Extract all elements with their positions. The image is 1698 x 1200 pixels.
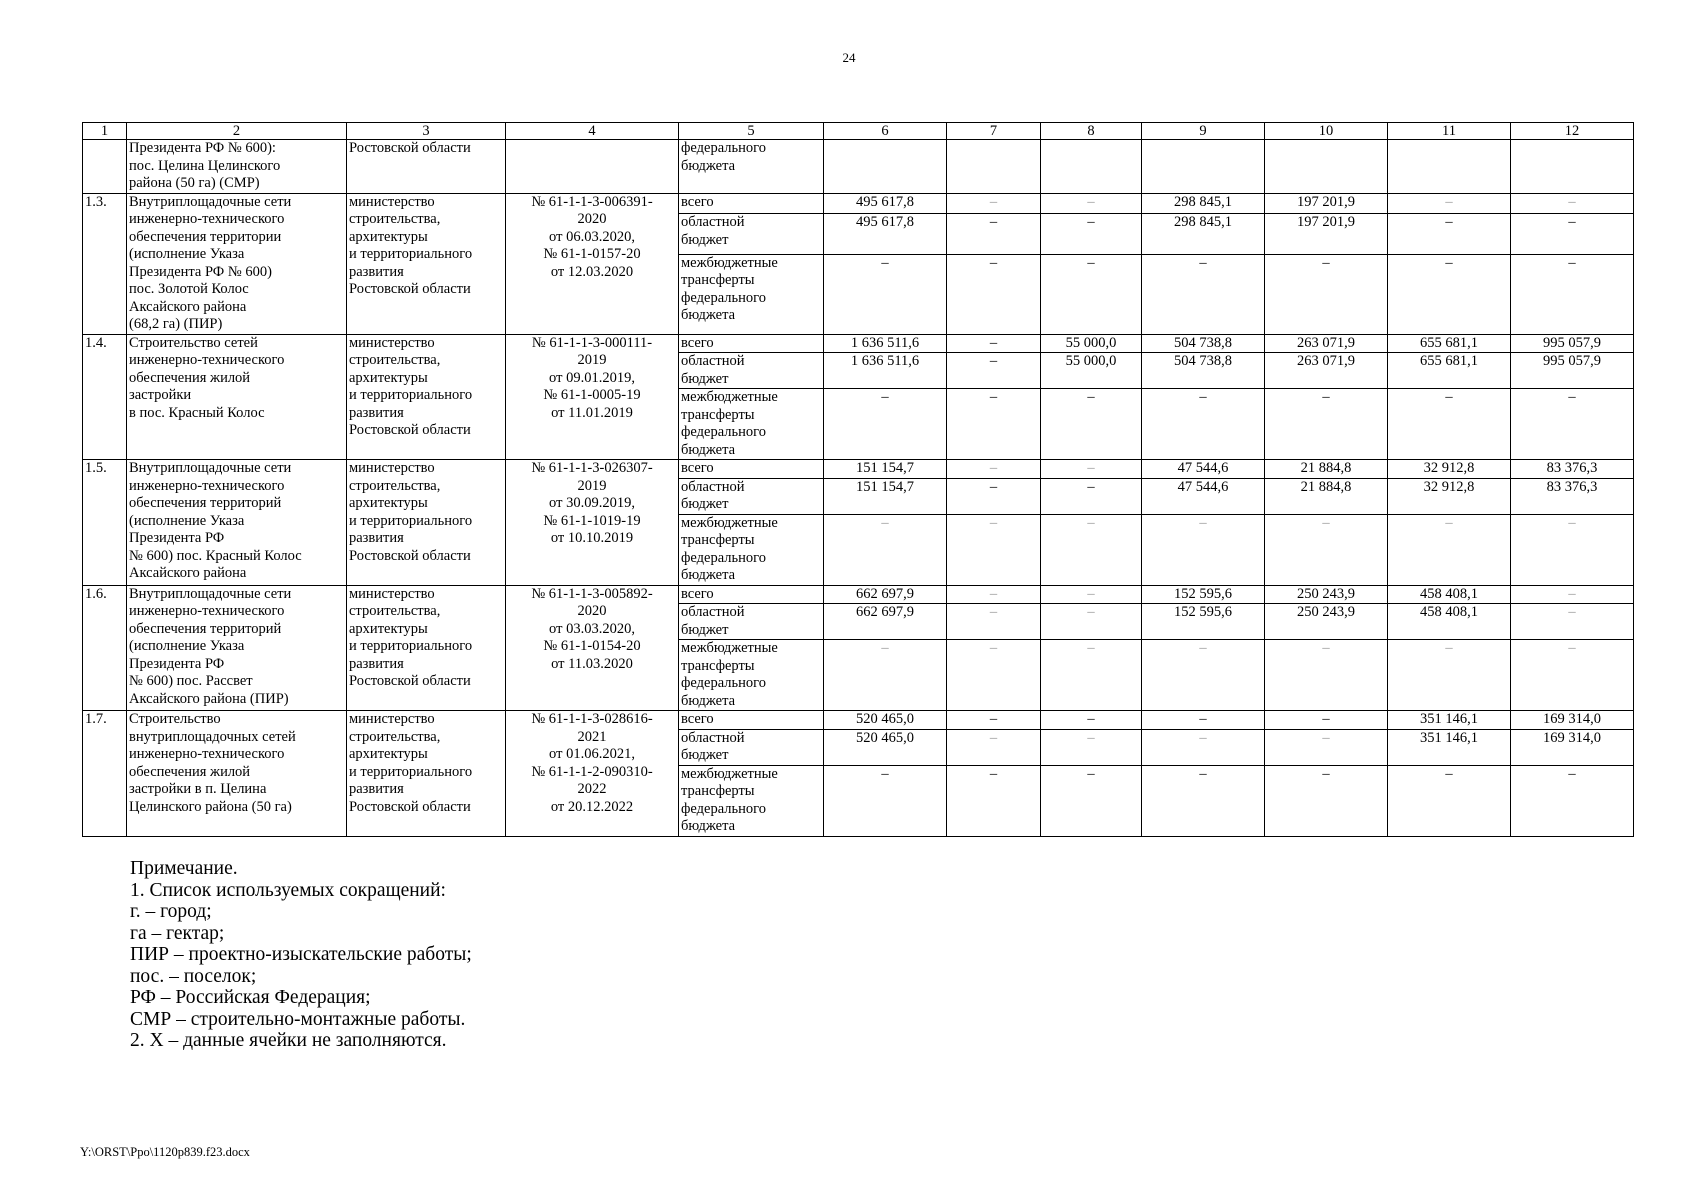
value-cell: 495 617,8 xyxy=(824,214,947,254)
value-cell: 520 465,0 xyxy=(824,729,947,765)
value-cell: – xyxy=(1041,765,1142,836)
value-cell: 32 912,8 xyxy=(1388,460,1511,479)
executor-cell: министерство строительства, архитектуры и территориального развития Ростовской области xyxy=(347,711,506,837)
value-cell: 47 544,6 xyxy=(1142,478,1265,514)
header-cell: 8 xyxy=(1041,123,1142,140)
value-cell: 152 595,6 xyxy=(1142,604,1265,640)
funding-source-cell: всего xyxy=(679,193,824,214)
value-cell: 504 738,8 xyxy=(1142,353,1265,389)
value-cell: – xyxy=(1142,254,1265,334)
executor-cell: министерство строительства, архитектуры и территориального развития Ростовской области xyxy=(347,585,506,711)
value-cell: – xyxy=(947,478,1041,514)
funding-source-cell: областной бюджет xyxy=(679,604,824,640)
header-cell: 5 xyxy=(679,123,824,140)
value-cell: 263 071,9 xyxy=(1265,353,1388,389)
funding-source-cell: областной бюджет xyxy=(679,353,824,389)
value-cell: 83 376,3 xyxy=(1511,460,1634,479)
item-number-cell: 1.4. xyxy=(83,334,127,460)
value-cell: – xyxy=(1265,254,1388,334)
value-cell: – xyxy=(947,514,1041,585)
value-cell: 655 681,1 xyxy=(1388,334,1511,353)
item-number-cell: 1.5. xyxy=(83,460,127,586)
object-name-cell: Строительство внутриплощадочных сетей инженерно-технического обеспечения жилой застройки в п. Целина Целинского района (50 га) xyxy=(127,711,347,837)
value-cell: – xyxy=(824,765,947,836)
notes-title: Примечание. xyxy=(130,858,238,879)
header-cell: 4 xyxy=(506,123,679,140)
value-cell: 351 146,1 xyxy=(1388,711,1511,730)
value-cell: 1 636 511,6 xyxy=(824,334,947,353)
funding-source-cell: областной бюджет xyxy=(679,729,824,765)
value-cell xyxy=(1388,140,1511,194)
value-cell: 55 000,0 xyxy=(1041,334,1142,353)
header-cell: 6 xyxy=(824,123,947,140)
value-cell: 47 544,6 xyxy=(1142,460,1265,479)
value-cell: – xyxy=(947,604,1041,640)
notes-line: пос. – поселок; xyxy=(130,965,257,987)
value-cell: – xyxy=(1041,604,1142,640)
header-cell: 10 xyxy=(1265,123,1388,140)
value-cell: – xyxy=(1388,640,1511,711)
value-cell: – xyxy=(1265,514,1388,585)
value-cell: – xyxy=(1511,514,1634,585)
value-cell: 298 845,1 xyxy=(1142,193,1265,214)
object-name-cell: Внутриплощадочные сети инженерно-технического обеспечения территорий (исполнение Указа Президента РФ № 600) пос. Красный Колос Аксайского района xyxy=(127,460,347,586)
notes-line: РФ – Российская Федерация; xyxy=(130,987,371,1008)
table-row xyxy=(83,460,1634,479)
document-cell xyxy=(506,140,679,194)
value-cell: 298 845,1 xyxy=(1142,214,1265,254)
funding-source-cell: всего xyxy=(679,334,824,353)
notes-line: 2. Х – данные ячейки не заполняются. xyxy=(130,1030,447,1051)
item-number-cell xyxy=(83,140,127,194)
value-cell: – xyxy=(824,640,947,711)
value-cell: 169 314,0 xyxy=(1511,729,1634,765)
header-cell: 12 xyxy=(1511,123,1634,140)
value-cell: – xyxy=(1511,214,1634,254)
value-cell: 21 884,8 xyxy=(1265,460,1388,479)
value-cell: 152 595,6 xyxy=(1142,585,1265,604)
value-cell: 995 057,9 xyxy=(1511,334,1634,353)
object-name-cell: Строительство сетей инженерно-технического обеспечения жилой застройки в пос. Красный Колос xyxy=(127,334,347,460)
value-cell: – xyxy=(1265,389,1388,460)
funding-source-cell: всего xyxy=(679,711,824,730)
value-cell: – xyxy=(1511,254,1634,334)
value-cell: – xyxy=(947,460,1041,479)
value-cell: 197 201,9 xyxy=(1265,193,1388,214)
value-cell xyxy=(947,140,1041,194)
value-cell: – xyxy=(1041,729,1142,765)
value-cell: – xyxy=(1142,729,1265,765)
item-number-cell: 1.6. xyxy=(83,585,127,711)
table-row xyxy=(83,711,1634,730)
value-cell: – xyxy=(947,254,1041,334)
notes-block xyxy=(130,858,472,1052)
value-cell: – xyxy=(1265,729,1388,765)
funding-source-cell: межбюджетные трансферты федерального бюджета xyxy=(679,765,824,836)
value-cell: – xyxy=(947,353,1041,389)
table-row xyxy=(83,334,1634,353)
value-cell: – xyxy=(1142,711,1265,730)
file-path-footer: Y:\ORST\Ppo\1120p839.f23.docx xyxy=(80,1145,250,1159)
value-cell: 21 884,8 xyxy=(1265,478,1388,514)
value-cell: – xyxy=(1388,514,1511,585)
executor-cell: министерство строительства, архитектуры и территориального развития Ростовской области xyxy=(347,460,506,586)
value-cell: 263 071,9 xyxy=(1265,334,1388,353)
value-cell: – xyxy=(1388,193,1511,214)
value-cell: – xyxy=(1142,640,1265,711)
funding-source-cell: межбюджетные трансферты федерального бюджета xyxy=(679,389,824,460)
item-number-cell: 1.3. xyxy=(83,193,127,334)
funding-source-cell: федерального бюджета xyxy=(679,140,824,194)
value-cell: 995 057,9 xyxy=(1511,353,1634,389)
value-cell: – xyxy=(1041,514,1142,585)
value-cell: 151 154,7 xyxy=(824,460,947,479)
value-cell: 495 617,8 xyxy=(824,193,947,214)
value-cell: – xyxy=(1041,640,1142,711)
value-cell xyxy=(1142,140,1265,194)
value-cell: – xyxy=(1388,389,1511,460)
value-cell: 32 912,8 xyxy=(1388,478,1511,514)
carryover-row xyxy=(83,140,1634,194)
value-cell: – xyxy=(1511,765,1634,836)
notes-line: г. – город; xyxy=(130,901,212,922)
header-cell: 1 xyxy=(83,123,127,140)
financing-table xyxy=(82,122,1634,837)
value-cell: – xyxy=(1041,460,1142,479)
value-cell: – xyxy=(824,514,947,585)
value-cell: 197 201,9 xyxy=(1265,214,1388,254)
executor-cell: министерство строительства, архитектуры и территориального развития Ростовской области xyxy=(347,334,506,460)
value-cell xyxy=(1511,140,1634,194)
value-cell: 504 738,8 xyxy=(1142,334,1265,353)
value-cell: – xyxy=(947,729,1041,765)
page-number: 24 xyxy=(842,50,856,65)
value-cell: 662 697,9 xyxy=(824,604,947,640)
executor-cell: министерство строительства, архитектуры и территориального развития Ростовской области xyxy=(347,193,506,334)
value-cell: – xyxy=(1511,585,1634,604)
value-cell: – xyxy=(1388,214,1511,254)
document-cell: № 61-1-1-3-028616- 2021 от 01.06.2021, № 61-1-1-2-090310- 2022 от 20.12.2022 xyxy=(506,711,679,837)
header-cell: 11 xyxy=(1388,123,1511,140)
value-cell: – xyxy=(1041,389,1142,460)
object-name-cell: Внутриплощадочные сети инженерно-технического обеспечения территории (исполнение Указа Президента РФ № 600) пос. Золотой Колос Аксайского района (68,2 га) (ПИР) xyxy=(127,193,347,334)
value-cell: – xyxy=(947,389,1041,460)
funding-source-cell: областной бюджет xyxy=(679,214,824,254)
value-cell: 655 681,1 xyxy=(1388,353,1511,389)
table-header-row xyxy=(83,123,1634,140)
value-cell: – xyxy=(947,334,1041,353)
value-cell: 250 243,9 xyxy=(1265,585,1388,604)
value-cell: – xyxy=(947,585,1041,604)
value-cell: – xyxy=(1511,389,1634,460)
value-cell: – xyxy=(1041,585,1142,604)
value-cell: – xyxy=(824,254,947,334)
value-cell: – xyxy=(1041,214,1142,254)
header-cell: 2 xyxy=(127,123,347,140)
funding-source-cell: межбюджетные трансферты федерального бюджета xyxy=(679,640,824,711)
value-cell: 151 154,7 xyxy=(824,478,947,514)
value-cell xyxy=(824,140,947,194)
document-cell: № 61-1-1-3-000111- 2019 от 09.01.2019, № 61-1-0005-19 от 11.01.2019 xyxy=(506,334,679,460)
object-name-cell: Президента РФ № 600): пос. Целина Целинского района (50 га) (СМР) xyxy=(127,140,347,194)
header-cell: 7 xyxy=(947,123,1041,140)
notes-line: СМР – строительно-монтажные работы. xyxy=(130,1008,466,1030)
value-cell: 351 146,1 xyxy=(1388,729,1511,765)
item-number-cell: 1.7. xyxy=(83,711,127,837)
value-cell: – xyxy=(947,711,1041,730)
value-cell: – xyxy=(1041,193,1142,214)
value-cell: – xyxy=(1388,254,1511,334)
value-cell: 83 376,3 xyxy=(1511,478,1634,514)
value-cell: 55 000,0 xyxy=(1041,353,1142,389)
value-cell: – xyxy=(947,193,1041,214)
value-cell: – xyxy=(1142,514,1265,585)
header-cell: 9 xyxy=(1142,123,1265,140)
value-cell: 458 408,1 xyxy=(1388,604,1511,640)
value-cell: – xyxy=(824,389,947,460)
value-cell: 520 465,0 xyxy=(824,711,947,730)
value-cell: – xyxy=(1511,640,1634,711)
table-row xyxy=(83,585,1634,604)
document-cell: № 61-1-1-3-005892- 2020 от 03.03.2020, № 61-1-0154-20 от 11.03.2020 xyxy=(506,585,679,711)
value-cell: – xyxy=(1041,711,1142,730)
value-cell: 458 408,1 xyxy=(1388,585,1511,604)
value-cell: – xyxy=(1265,640,1388,711)
funding-source-cell: всего xyxy=(679,585,824,604)
value-cell: – xyxy=(1265,711,1388,730)
value-cell xyxy=(1265,140,1388,194)
funding-source-cell: межбюджетные трансферты федерального бюджета xyxy=(679,514,824,585)
notes-line: ПИР – проектно-изыскательские работы; xyxy=(130,944,472,965)
value-cell: – xyxy=(1265,765,1388,836)
value-cell: 169 314,0 xyxy=(1511,711,1634,730)
funding-source-cell: областной бюджет xyxy=(679,478,824,514)
object-name-cell: Внутриплощадочные сети инженерно-технического обеспечения территорий (исполнение Указа Президента РФ № 600) пос. Рассвет Аксайского района (ПИР) xyxy=(127,585,347,711)
value-cell: – xyxy=(947,640,1041,711)
value-cell: – xyxy=(1511,604,1634,640)
document-cell: № 61-1-1-3-026307- 2019 от 30.09.2019, № 61-1-1019-19 от 10.10.2019 xyxy=(506,460,679,586)
value-cell: – xyxy=(1041,254,1142,334)
notes-line: 1. Список используемых сокращений: xyxy=(130,879,446,901)
executor-cell: Ростовской области xyxy=(347,140,506,194)
value-cell: – xyxy=(1511,193,1634,214)
value-cell: – xyxy=(1142,389,1265,460)
value-cell: 662 697,9 xyxy=(824,585,947,604)
value-cell xyxy=(1041,140,1142,194)
document-cell: № 61-1-1-3-006391- 2020 от 06.03.2020, № 61-1-0157-20 от 12.03.2020 xyxy=(506,193,679,334)
value-cell: 1 636 511,6 xyxy=(824,353,947,389)
value-cell: – xyxy=(1041,478,1142,514)
value-cell: – xyxy=(1388,765,1511,836)
value-cell: – xyxy=(947,765,1041,836)
notes-line: га – гектар; xyxy=(130,922,225,944)
funding-source-cell: всего xyxy=(679,460,824,479)
funding-source-cell: межбюджетные трансферты федерального бюджета xyxy=(679,254,824,334)
value-cell: 250 243,9 xyxy=(1265,604,1388,640)
value-cell: – xyxy=(1142,765,1265,836)
value-cell: – xyxy=(947,214,1041,254)
header-cell: 3 xyxy=(347,123,506,140)
table-row xyxy=(83,193,1634,214)
